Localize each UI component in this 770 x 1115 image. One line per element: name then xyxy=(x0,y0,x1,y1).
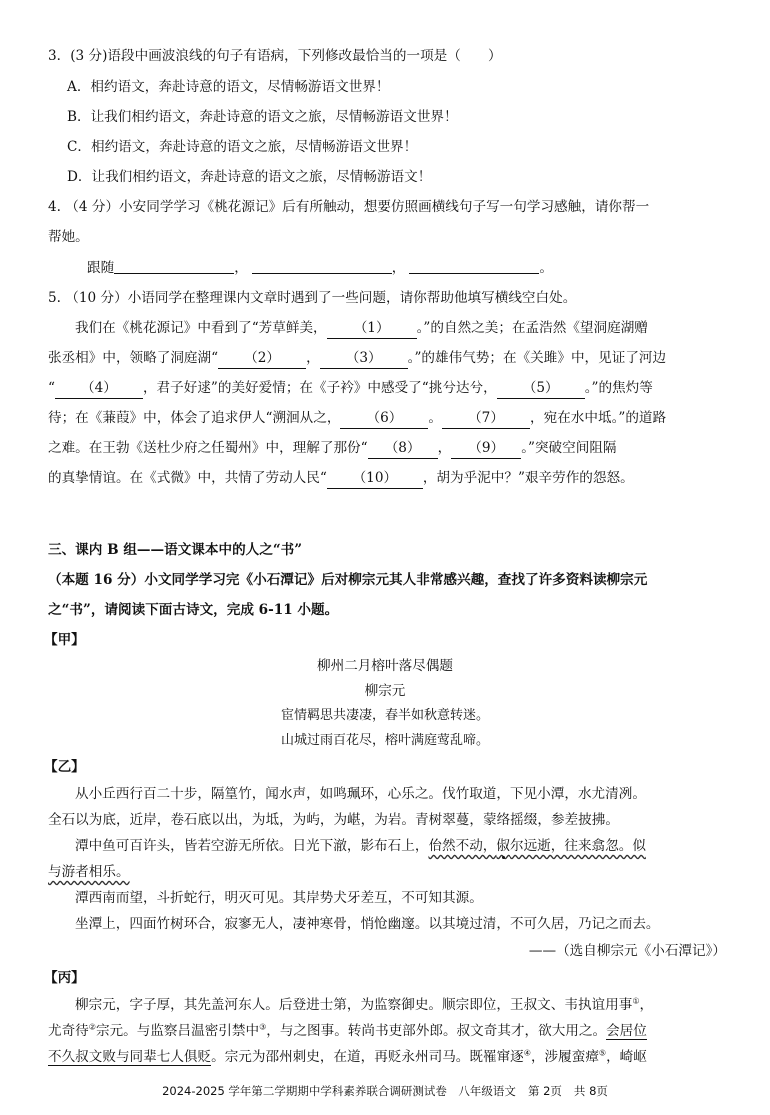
q5-text: 之难。在王勃《送杜少府之任蜀州》中，理解了那份“ xyxy=(48,440,368,456)
q3-option-c: C．相约语文，奔赴诗意的语文之旅，尽情畅游语文世界！ xyxy=(67,139,418,155)
q5-text-line3 xyxy=(48,378,653,399)
yi-paragraph-3: 潭西南而望，斗折蛇行，明灭可见。其岸势犬牙差互，不可知其源。 xyxy=(75,890,483,906)
q5-text: ，胡为乎泥中？”艰辛劳作的怨怒。 xyxy=(422,470,634,486)
yi-source: ——（选自柳宗元《小石潭记》） xyxy=(528,943,726,959)
jia-poem-line1: 宦情羁思共凄凄，春半如秋意转迷。 xyxy=(280,708,489,723)
bing-line-1: 柳宗元，字子厚，其先盖河东人。后登进士第，为监察御史。顺宗即位，王叔文、韦执谊用事①， xyxy=(75,996,654,1013)
q5-blank-9[interactable]: （9） xyxy=(451,438,521,459)
yi-label: 【乙】 xyxy=(44,759,85,775)
yi-text: 潭中鱼可百许头，皆若空游无所依。日光下澈，影布石上， xyxy=(75,838,429,854)
jia-label: 【甲】 xyxy=(44,632,85,648)
q4-sep-2: ， xyxy=(391,260,406,276)
bing-line-2 xyxy=(48,1021,647,1041)
q5-text: 我们在《桃花源记》中看到了“芳草鲜美， xyxy=(75,320,327,336)
footnote-mark-1: ① xyxy=(632,996,640,1006)
bing-text: ，涉履蛮瘴 xyxy=(530,1049,599,1065)
q5-blank-1[interactable]: （1） xyxy=(327,318,417,339)
bing-label: 【丙】 xyxy=(44,970,85,986)
q5-text: 。”的焦灼等 xyxy=(584,380,653,396)
footnote-mark-4: ④ xyxy=(523,1048,531,1058)
yi-paragraph-1-cont: 全石以为底，近岸，卷石底以出，为坻，为屿，为嵁，为岩。青树翠蔓，蒙络摇缀，参差披拂。 xyxy=(48,812,619,828)
q5-text: 。”突破空间阻隔 xyxy=(521,440,617,456)
q5-blank-7[interactable]: （7） xyxy=(442,408,530,429)
q4-stem-line1: 4. （4 分）小安同学学习《桃花源记》后有所触动，想要仿照画横线句子写一句学习感触，请你帮一 xyxy=(48,199,650,215)
q5-text: ，君子好逑”的美好爱情；在《子衿》中感受了“挑兮达兮， xyxy=(142,380,497,396)
yi-wavy-sentence xyxy=(428,838,646,854)
section3-title: 三、课内 B 组——语文课本中的人之“书” xyxy=(48,542,303,558)
footer-total-pages: 共 8页 xyxy=(573,1084,608,1098)
bing-text: 柳宗元，字子厚，其先盖河东人。后登进士第，为监察御史。顺宗即位，王叔文、韦执谊用事 xyxy=(75,997,633,1013)
q5-blank-2[interactable]: （2） xyxy=(218,348,306,369)
footer-page-number: 第 2页 xyxy=(527,1084,562,1098)
yi-paragraph-2-cont xyxy=(48,862,130,882)
q5-text: “ xyxy=(48,380,55,396)
q3-option-d: D．让我们相约语文，奔赴诗意的语文之旅，尽情畅游语文！ xyxy=(67,169,432,185)
q5-stem: 5. （10 分）小语同学在整理课内文章时遇到了一些问题，请你帮助他填写横线空白处。 xyxy=(48,290,577,306)
q3-option-b: B．让我们相约语文，奔赴诗意的语文之旅，尽情畅游语文世界！ xyxy=(67,109,458,125)
q3-stem: 3．(3 分)语段中画波浪线的句子有语病，下列修改最恰当的一项是（ ） xyxy=(48,48,502,64)
jia-poem-line2: 山城过雨百花尽，榕叶满庭莺乱啼。 xyxy=(280,733,489,748)
yi-text: 佁然不动， xyxy=(428,838,497,854)
section3-intro-line1: （本题 16 分）小文同学学习完《小石潭记》后对柳宗元其人非常感兴趣，查找了许多资料读柳宗元 xyxy=(48,572,648,588)
q5-text-line2 xyxy=(48,348,666,369)
q5-text-line6 xyxy=(48,468,634,489)
jia-poem-author: 柳宗元 xyxy=(364,683,406,699)
yi-text: 尔远逝，往来翕忽。似 xyxy=(510,838,646,854)
q5-blank-6[interactable]: （6） xyxy=(340,408,428,429)
bing-line-3 xyxy=(48,1047,647,1067)
q5-text: 。”的自然之美；在孟浩然《望洞庭湖赠 xyxy=(416,320,648,336)
q5-text: 张丞相》中，领略了洞庭湖“ xyxy=(48,350,219,366)
section3-intro-line2: 之“书”，请阅读下面古诗文，完成 6-11 小题。 xyxy=(48,602,339,618)
bing-underlined-sentence: 会居位 xyxy=(606,1023,647,1039)
q4-stem-line2: 帮她。 xyxy=(48,229,89,245)
footnote-mark-3: ③ xyxy=(259,1022,267,1032)
q4-blank-1[interactable] xyxy=(114,259,234,274)
yi-dotted-char: 俶 xyxy=(496,838,510,854)
bing-text: 。宗元为邵州刺史，在道，再贬永州司马。既罹窜逐 xyxy=(211,1049,524,1065)
bing-text: ，与之图事。转尚书吏部外郎。叔文奇其才，欲大用之。 xyxy=(266,1023,607,1039)
q4-end: 。 xyxy=(539,260,553,276)
yi-wavy-sentence-end: 与游者相乐。 xyxy=(48,864,130,880)
bing-text: 尤奇待 xyxy=(48,1023,89,1039)
footer-exam-title: 2024-2025 学年第二学期期中学科素养联合调研测试卷 八年级语文 xyxy=(162,1084,516,1098)
q5-blank-4[interactable]: （4） xyxy=(55,378,143,399)
q5-text-line5 xyxy=(48,438,617,459)
jia-poem-title: 柳州二月榕叶落尽偶题 xyxy=(317,658,453,674)
q5-text: 。”的雄伟气势；在《关雎》中，见证了河边 xyxy=(407,350,667,366)
yi-paragraph-1: 从小丘西行百二十步，隔篁竹，闻水声，如鸣珮环，心乐之。伐竹取道，下见小潭，水尤清冽。 xyxy=(75,786,646,802)
q4-answer-line xyxy=(87,258,553,278)
q4-blank-3[interactable] xyxy=(409,259,539,274)
bing-underlined-sentence-cont: 不久叔文败与同辈七人俱贬 xyxy=(48,1049,212,1065)
q3-option-a: A．相约语文，奔赴诗意的语文，尽情畅游语文世界！ xyxy=(67,79,390,95)
q5-blank-8[interactable]: （8） xyxy=(368,438,438,459)
yi-paragraph-2 xyxy=(75,836,646,856)
yi-paragraph-4: 坐潭上，四面竹树环合，寂寥无人，凄神寒骨，悄怆幽邃。以其境过清，不可久居，乃记之而去。 xyxy=(75,916,660,932)
q5-blank-5[interactable]: （5） xyxy=(497,378,585,399)
q5-blank-10[interactable]: （10） xyxy=(327,468,423,489)
bing-text: ，崎岖 xyxy=(606,1049,647,1065)
page-footer xyxy=(0,1083,770,1099)
q4-answer-prefix: 跟随 xyxy=(87,260,115,276)
footnote-mark-5: ⑤ xyxy=(598,1048,607,1058)
q4-sep-1: ， xyxy=(234,260,248,276)
q5-text-line1 xyxy=(75,318,648,339)
footnote-mark-2: ② xyxy=(88,1022,96,1032)
q5-text: ， xyxy=(437,440,452,456)
q5-text: 。 xyxy=(428,410,443,426)
q5-blank-3[interactable]: （3） xyxy=(320,348,408,369)
q4-blank-2[interactable] xyxy=(252,259,392,274)
bing-text: 宗元。与监察吕温密引禁中 xyxy=(95,1023,260,1039)
q5-text: 待；在《蒹葭》中，体会了追求伊人“溯洄从之， xyxy=(48,410,341,426)
q5-text: 的真挚情谊。在《式微》中，共情了劳动人民“ xyxy=(48,470,327,486)
q5-text-line4 xyxy=(48,408,666,429)
q5-text: ，宛在水中坻。”的道路 xyxy=(530,410,667,426)
q5-text: ， xyxy=(306,350,320,366)
